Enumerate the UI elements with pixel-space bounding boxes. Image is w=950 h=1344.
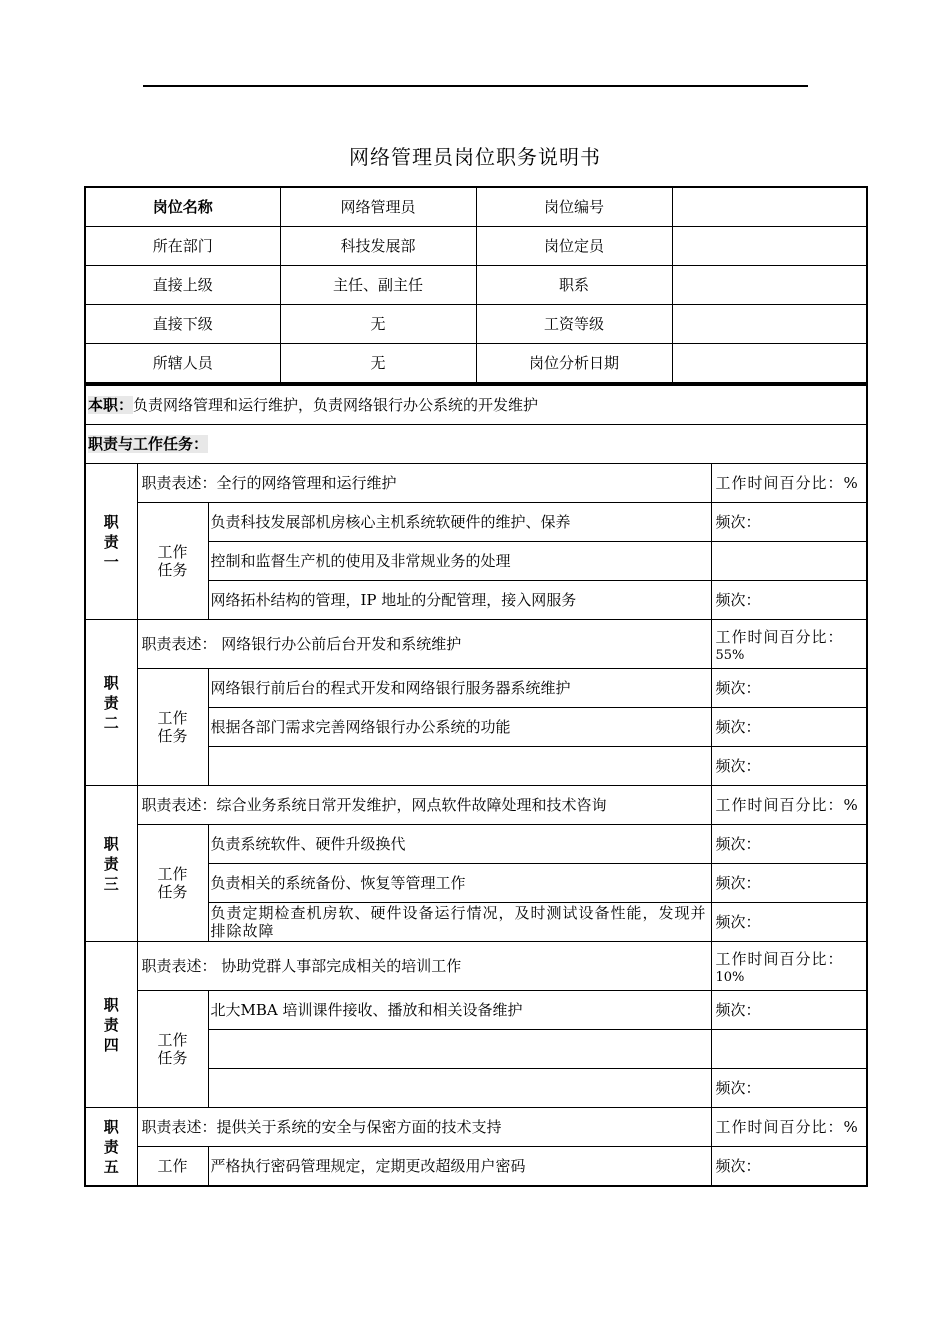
table-row xyxy=(85,620,867,669)
task-text: 网络银行前后台的程式开发和网络银行服务器系统维护 xyxy=(208,669,711,708)
task-frequency xyxy=(711,542,867,581)
task-label-line: 任务 xyxy=(157,1049,188,1067)
duty-summary-label: 本职： xyxy=(88,396,134,414)
duty-summary-text: 负责网络管理和运行维护，负责网络银行办公系统的开发维护 xyxy=(133,396,539,414)
table-row xyxy=(85,305,867,344)
label-cell: 职系 xyxy=(476,266,672,305)
time-ratio-label: 工作时间百分比： xyxy=(715,628,844,646)
time-ratio xyxy=(711,620,867,669)
task-text: 控制和监督生产机的使用及非常规业务的处理 xyxy=(208,542,711,581)
duty-2-heading xyxy=(85,620,137,786)
time-ratio: 工作时间百分比：% xyxy=(711,786,867,825)
task-text: 负责相关的系统备份、恢复等管理工作 xyxy=(208,864,711,903)
task-text: 严格执行密码管理规定，定期更改超级用户密码 xyxy=(208,1147,711,1187)
task-label-line: 工作 xyxy=(157,865,188,883)
task-frequency: 频次： xyxy=(711,708,867,747)
duty-summary xyxy=(85,385,867,425)
duty-1-heading xyxy=(85,464,137,620)
value-cell: 无 xyxy=(280,305,476,344)
task-label-line: 工作 xyxy=(157,1031,188,1049)
task-text: 北大MBA 培训课件接收、播放和相关设备维护 xyxy=(208,991,711,1030)
task-label-line: 任务 xyxy=(157,727,188,745)
table-row xyxy=(85,1147,867,1187)
table-row xyxy=(85,786,867,825)
task-label xyxy=(137,991,208,1108)
position-info-table xyxy=(84,186,868,384)
label-cell: 岗位编号 xyxy=(476,187,672,227)
time-ratio-value: 55% xyxy=(715,648,745,663)
task-text xyxy=(208,1030,711,1069)
task-label xyxy=(137,1147,208,1187)
duty-description: 职责表述：全行的网络管理和运行维护 xyxy=(137,464,711,503)
duties-header xyxy=(85,425,867,464)
table-row xyxy=(85,464,867,503)
duty-5-heading xyxy=(85,1108,137,1187)
value-cell: 网络管理员 xyxy=(280,187,476,227)
value-cell: 科技发展部 xyxy=(280,227,476,266)
duties-table xyxy=(84,384,868,1187)
time-ratio: 工作时间百分比：% xyxy=(711,464,867,503)
task-frequency: 频次： xyxy=(711,825,867,864)
value-cell: 主任、副主任 xyxy=(280,266,476,305)
duty-heading-char: 职 xyxy=(103,673,119,692)
task-text: 根据各部门需求完善网络银行办公系统的功能 xyxy=(208,708,711,747)
time-ratio xyxy=(711,942,867,991)
duty-heading-char: 职 xyxy=(103,834,119,853)
duty-heading-char: 责 xyxy=(103,854,119,873)
time-ratio-value: 10% xyxy=(715,970,745,985)
label-cell: 岗位分析日期 xyxy=(476,344,672,384)
label-cell: 直接上级 xyxy=(85,266,280,305)
table-row xyxy=(85,385,867,425)
time-ratio: 工作时间百分比：% xyxy=(711,1108,867,1147)
task-frequency: 频次： xyxy=(711,1069,867,1108)
duty-description: 职责表述： 网络银行办公前后台开发和系统维护 xyxy=(137,620,711,669)
duty-heading-char: 二 xyxy=(103,713,119,732)
table-row xyxy=(85,227,867,266)
value-cell xyxy=(672,305,867,344)
task-text: 负责科技发展部机房核心主机系统软硬件的维护、保养 xyxy=(208,503,711,542)
task-text xyxy=(208,1069,711,1108)
duty-heading-char: 责 xyxy=(103,1015,119,1034)
value-cell xyxy=(672,187,867,227)
task-label xyxy=(137,825,208,942)
value-cell xyxy=(672,344,867,384)
task-label-line: 工作 xyxy=(157,543,188,561)
duty-description: 职责表述：综合业务系统日常开发维护，网点软件故障处理和技术咨询 xyxy=(137,786,711,825)
task-frequency: 频次： xyxy=(711,747,867,786)
task-frequency: 频次： xyxy=(711,864,867,903)
task-text: 网络拓朴结构的管理，IP 地址的分配管理，接入网服务 xyxy=(208,581,711,620)
table-row xyxy=(85,991,867,1030)
table-row xyxy=(85,503,867,542)
task-frequency: 频次： xyxy=(711,991,867,1030)
duty-description: 职责表述：提供关于系统的安全与保密方面的技术支持 xyxy=(137,1108,711,1147)
task-frequency: 频次： xyxy=(711,903,867,942)
duty-heading-char: 职 xyxy=(103,1117,119,1136)
duty-heading-char: 职 xyxy=(103,995,119,1014)
time-ratio-label: 工作时间百分比： xyxy=(715,950,844,968)
label-cell: 所在部门 xyxy=(85,227,280,266)
duty-heading-char: 一 xyxy=(103,552,119,571)
table-row xyxy=(85,187,867,227)
value-cell xyxy=(672,227,867,266)
task-label-line: 工作 xyxy=(157,1157,188,1175)
task-text xyxy=(208,747,711,786)
task-text: 负责系统软件、硬件升级换代 xyxy=(208,825,711,864)
duty-heading-char: 五 xyxy=(103,1157,119,1176)
task-frequency: 频次： xyxy=(711,1147,867,1187)
task-label-line: 任务 xyxy=(157,883,188,901)
duty-heading-char: 责 xyxy=(103,532,119,551)
task-frequency xyxy=(711,1030,867,1069)
duty-4-heading xyxy=(85,942,137,1108)
table-row xyxy=(85,344,867,384)
task-label xyxy=(137,669,208,786)
label-cell: 直接下级 xyxy=(85,305,280,344)
page-title: 网络管理员岗位职务说明书 xyxy=(349,145,601,169)
task-label-line: 工作 xyxy=(157,709,188,727)
table-row xyxy=(85,825,867,864)
table-row xyxy=(85,425,867,464)
header-rule xyxy=(143,85,808,87)
label-cell: 岗位名称 xyxy=(85,187,280,227)
duty-heading-char: 责 xyxy=(103,1137,119,1156)
value-cell xyxy=(672,266,867,305)
label-cell: 岗位定员 xyxy=(476,227,672,266)
table-row xyxy=(85,669,867,708)
table-row xyxy=(85,1108,867,1147)
duty-heading-char: 三 xyxy=(103,874,119,893)
task-text: 负责定期检查机房软、硬件设备运行情况，及时测试设备性能，发现并排除故障 xyxy=(208,903,711,942)
duty-heading-char: 职 xyxy=(103,512,119,531)
duty-heading-char: 四 xyxy=(103,1035,119,1054)
task-frequency: 频次： xyxy=(711,503,867,542)
duty-3-heading xyxy=(85,786,137,942)
label-cell: 所辖人员 xyxy=(85,344,280,384)
value-cell: 无 xyxy=(280,344,476,384)
label-cell: 工资等级 xyxy=(476,305,672,344)
task-label xyxy=(137,503,208,620)
duty-heading-char: 责 xyxy=(103,693,119,712)
task-label-line: 任务 xyxy=(157,561,188,579)
task-frequency: 频次： xyxy=(711,581,867,620)
task-frequency: 频次： xyxy=(711,669,867,708)
duties-header-label: 职责与工作任务： xyxy=(88,435,209,453)
duty-description: 职责表述： 协助党群人事部完成相关的培训工作 xyxy=(137,942,711,991)
table-row xyxy=(85,942,867,991)
table-row xyxy=(85,266,867,305)
